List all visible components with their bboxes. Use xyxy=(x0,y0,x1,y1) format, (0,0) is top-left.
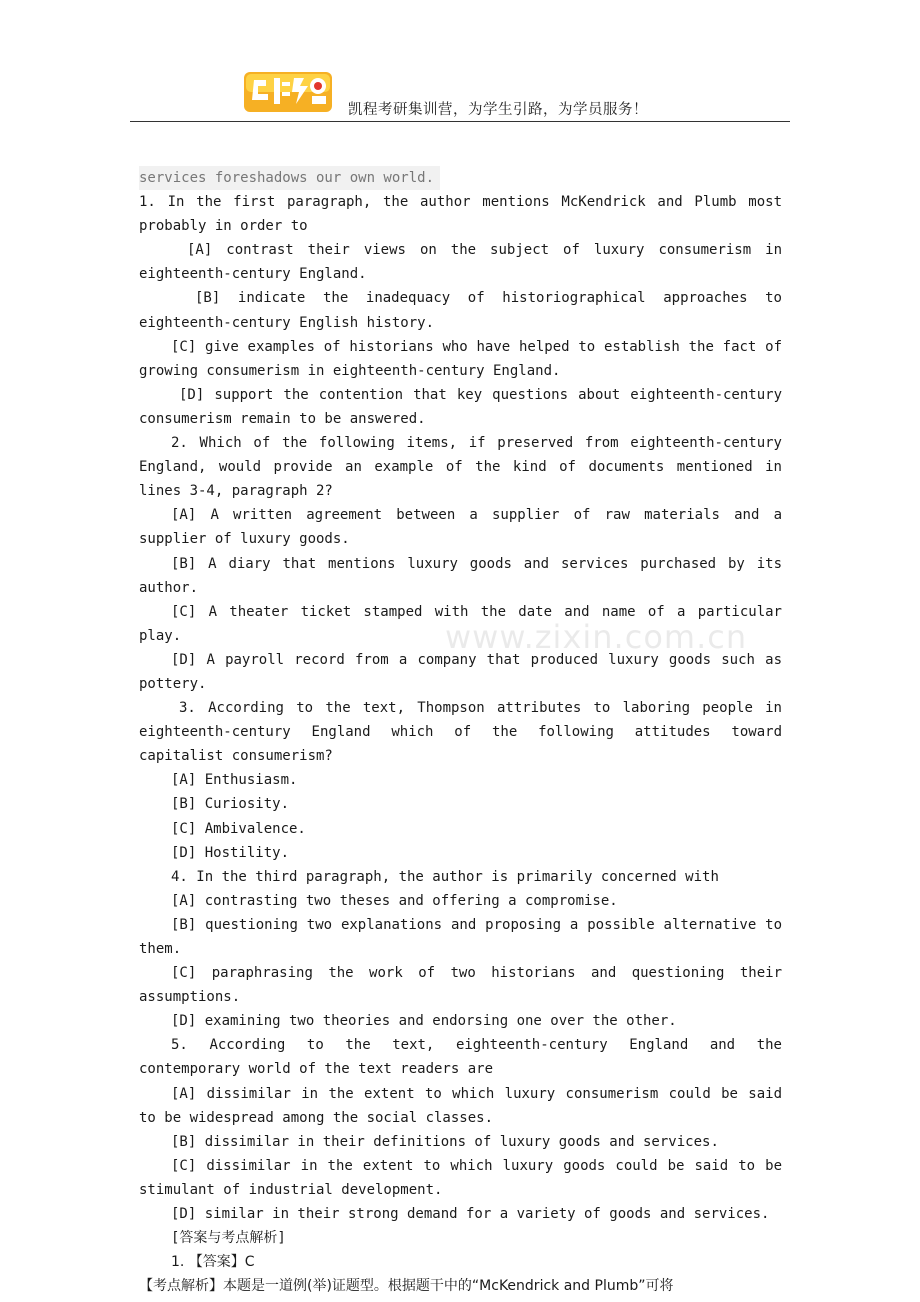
question-5-option-b: [B] dissimilar in their definitions of luxury goods and services. xyxy=(171,1133,719,1150)
document-body xyxy=(139,166,782,1298)
question-3-option-d: [D] Hostility. xyxy=(171,844,290,861)
question-5-option-a: [A] dissimilar in the extent to which luxury consumerism could be said to be widespread among the social classes. xyxy=(139,1085,782,1126)
question-3-option-c: [C] Ambivalence. xyxy=(171,820,306,837)
watermark: www.zixin.com.cn xyxy=(445,618,748,656)
page-header xyxy=(130,62,790,122)
question-2-option-c: [C] A theater ticket stamped with the date and name of a particular play. xyxy=(139,603,782,644)
question-1-option-a: [A] contrast their views on the subject of luxury consumerism in eighteenth-century England. xyxy=(139,242,782,283)
question-4-option-a: [A] contrasting two theses and offering a compromise. xyxy=(171,892,618,909)
question-2: 2. Which of the following items, if preserved from eighteenth-century England, would provide an example of the kind of documents mentioned in lines 3-4, paragraph 2? xyxy=(139,435,782,500)
question-1: 1. In the first paragraph, the author mentions McKendrick and Plumb most probably in order to xyxy=(139,194,782,235)
question-1-option-b: [B] indicate the inadequacy of historiographical approaches to eighteenth-century English history. xyxy=(139,290,782,331)
question-5-option-d: [D] similar in their strong demand for a variety of goods and services. xyxy=(171,1206,770,1223)
question-4: 4. In the third paragraph, the author is primarily concerned with xyxy=(171,868,719,885)
question-5: 5. According to the text, eighteenth-century England and the contemporary world of the text readers are xyxy=(139,1037,782,1078)
question-2-option-b: [B] A diary that mentions luxury goods and services purchased by its author. xyxy=(139,555,782,596)
question-4-option-b: [B] questioning two explanations and proposing a possible alternative to them. xyxy=(139,916,782,957)
question-4-option-d: [D] examining two theories and endorsing one over the other. xyxy=(171,1013,677,1030)
kaicheng-logo xyxy=(244,66,334,116)
question-2-option-a: [A] A written agreement between a supplier of raw materials and a supplier of luxury goods. xyxy=(139,507,782,548)
question-3-option-a: [A] Enthusiasm. xyxy=(171,772,298,789)
question-2-option-d: [D] A payroll record from a company that produced luxury goods such as pottery. xyxy=(139,651,782,692)
header-tagline: 凯程考研集训营，为学生引路，为学员服务！ xyxy=(348,102,648,118)
question-4-option-c: [C] paraphrasing the work of two historians and questioning their assumptions. xyxy=(139,965,782,1006)
question-1-option-c: [C] give examples of historians who have helped to establish the fact of growing consumerism in eighteenth-century England. xyxy=(139,338,782,379)
question-3: 3. According to the text, Thompson attributes to laboring people in eighteenth-century England which of the following attitudes toward capitalist consumerism? xyxy=(139,700,782,765)
carryover-line: services foreshadows our own world. xyxy=(139,166,440,190)
answer-section-title: [答案与考点解析] xyxy=(171,1230,286,1247)
question-5-option-c: [C] dissimilar in the extent to which luxury goods could be said to be stimulant of industrial development. xyxy=(139,1157,782,1198)
question-1-option-d: [D] support the contention that key questions about eighteenth-century consumerism remain to be answered. xyxy=(139,386,782,427)
answer-1-analysis: 【考点解析】本题是一道例(举)证题型。根据题干中的“McKendrick and Plumb”可将 xyxy=(139,1278,674,1295)
answer-1: 1. 【答案】C xyxy=(171,1254,255,1271)
header-rule xyxy=(130,121,790,122)
question-3-option-b: [B] Curiosity. xyxy=(171,796,290,813)
